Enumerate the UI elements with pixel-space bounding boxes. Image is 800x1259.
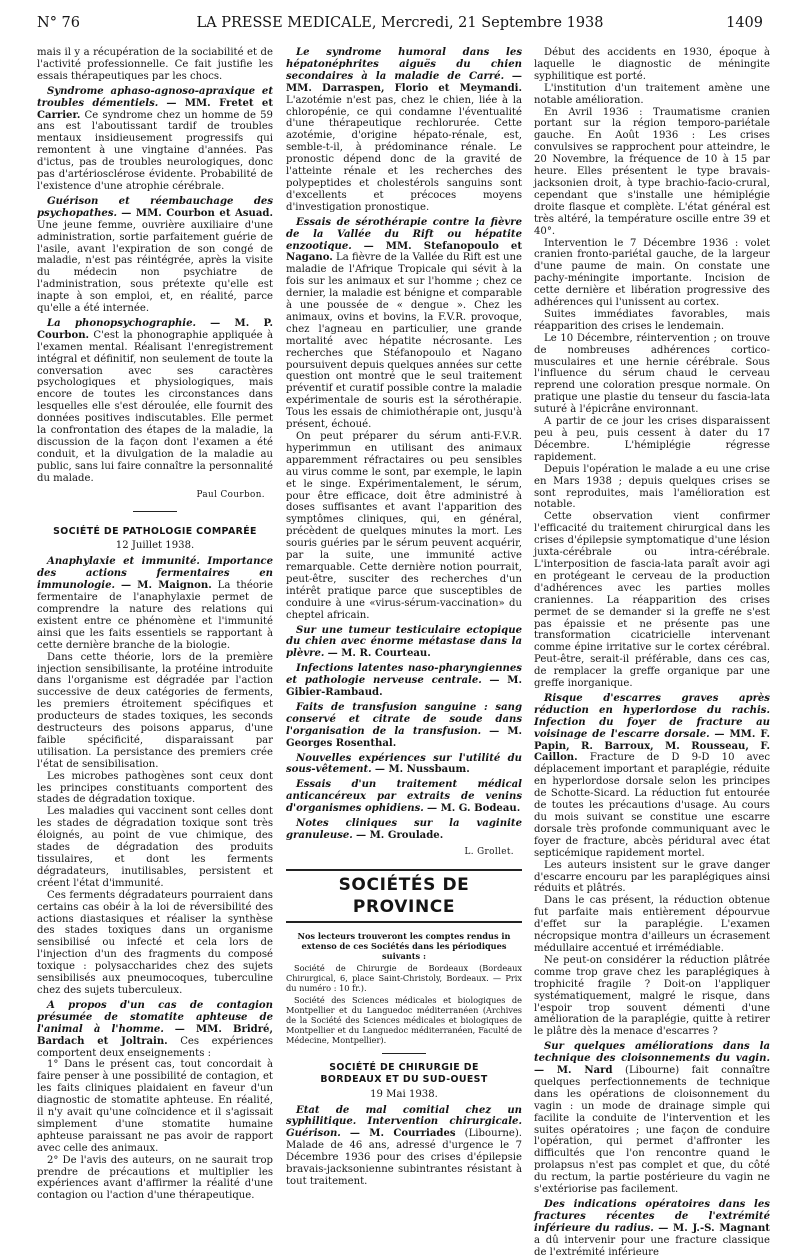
society-heading: SOCIÉTÉ DE PATHOLOGIE COMPARÉE (53, 525, 257, 537)
article-body: Fracture de D 9-D 10 avec déplacement important et paraplégie, réduite en hyperlordose dorsale selon les principes de Schotte-Sicard. La réduction fut entourée de toutes les précautions d'usage. Au cours du mois suivant se constitue une escarre dorsale très profonde communiquant avec le foyer de fracture, abcès péridural avec état septicémique rapidement mortel. (534, 752, 770, 859)
society-heading: SOCIÉTÉ DE CHIRURGIE DE BORDEAUX ET DU SUD-OUEST (320, 1061, 488, 1085)
article-authors: — M. Gibier-Rambaud. (286, 675, 522, 699)
article (37, 318, 273, 485)
article-title: Etat de mal comitial chez un syphilitique. Intervention chirurgicale. Guérison. (286, 1104, 522, 1140)
article (37, 1000, 273, 1060)
article-body: La théorie fermentaire de l'anaphylaxie permet de comprendre la nature des relations qui existent entre ce phénomène et l'immunité ainsi que les faits essentiels se rapportant à cette dernière branche de la biologie. (37, 580, 273, 651)
article (286, 625, 522, 661)
article-authors: — M. J.-S. Magnant (658, 1222, 770, 1234)
article (286, 702, 522, 750)
article-title: Faits de transfusion sanguine : sang conservé et citrate de soude dans l'organisation de la transfusion. (286, 701, 522, 737)
article-title: Essais de sérothérapie contre la fièvre de la Vallée du Rift ou hépatite enzootique. (286, 216, 522, 252)
paragraph: Dans le cas présent, la réduction obtenue fut parfaite mais entièrement dépourvue d'effet sur la paraplégie. L'examen nécropsique montra d'ailleurs un écrasement médullaire accentué et irrémédiable. (534, 895, 770, 954)
signature: Paul Courbon. (196, 489, 265, 500)
article-title: Notes cliniques sur la vaginite granuleuse. (286, 818, 522, 841)
article-body: La fièvre de la Vallée du Rift est une maladie de l'Afrique Tropicale qui sévit à la fois sur les animaux et sur l'homme ; chez ce dernier, la maladie est bénigne et comparable à une poussée de « dengue ». Chez les animaux, ovins et bovins, la F.V.R. provoque, chez l'agneau en particulier, une grande mortalité avec hépatite nécrosante. Les recherches que Stéfanopoulo et Nagano poursuivent depuis quelques années sur cette question ont montré que le seul traitement préventif et curatif possible contre la maladie expérimentale de souris est la sérothérapie. Tous les essais de chimiothérapie ont, jusqu'à présent, échoué. (286, 252, 522, 431)
article (534, 1041, 770, 1196)
paragraph: 1° Dans le présent cas, tout concordait à faire penser à une possibilité de contagion, et les faits cliniques plaidaient en faveur d'un diagnostic de stomatite aphteuse. En réalité, il n'y avait qu'une coïncidence et il s'agissait simplement d'une stomatite humaine aphteuse paraissant ne pas avoir de rapport avec celle des animaux. (37, 1059, 273, 1154)
paragraph: mais il y a récupération de la sociabilité et de l'activité professionnelle. Ce fait justifie les essais thérapeutiques par les chocs. (37, 47, 273, 82)
paragraph: Suites immédiates favorables, mais réapparition des crises le lendemain. (534, 308, 770, 332)
article-body: Ce syndrome chez un homme de 59 ans est l'aboutissant tardif de troubles mentaux insidieusement progressifs qui remontent à une vingtaine d'années. Pas d'ictus, pas de troubles neurologiques, donc pas d'artériosclérose évidente. Probabilité de l'existence d'une atrophie cérébrale. (37, 109, 273, 192)
article-authors: — M. G. Bodeau. (426, 803, 521, 815)
article-body: (Libourne) fait connaître quelques perfectionnements de technique dans les opérations de cloisonnement du vagin : un mode de drainage simple qui facilite la conduite de l'intervention et les suites opératoires ; une façon de conduire l'opération, qui permet d'affronter les difficultés que l'on rencontre quand le prolapsus n'est pas complet et que, du côté du rectum, la partie postérieure du vagin ne s'extériorise pas facilement. (534, 1065, 771, 1196)
section-banner: SOCIÉTÉS DE PROVINCE (286, 869, 522, 923)
article-authors: — MM. Darraspen, Florio et Meymandi. (286, 70, 522, 94)
paragraph: Depuis l'opération le malade a eu une crise en Mars 1938 ; depuis quelques crises se sont reproduites, mais l'amélioration est notable. (534, 463, 770, 511)
signature: L. Grollet. (464, 846, 514, 857)
article-title: Sur une tumeur testiculaire ectopique du chien avec énorme métastase dans la plèvre. (286, 624, 522, 660)
notice-item: Société des Sciences médicales et biologiques de Montpellier et du Languedoc méditerranéen (Archives de la Société des Sciences médicales et biologiques de Montpellier et du Languedoc méditerranéen, Faculté de Médecine, Montpellier). (286, 994, 522, 1045)
article-title: Infections latentes naso-pharyngiennes et pathologie nerveuse centrale. (286, 663, 522, 687)
article-authors: — M. R. Courteau. (327, 648, 431, 660)
paragraph: 2° De l'avis des auteurs, on ne saurait trop prendre de précautions et multiplier les expériences avant d'affirmer la réalité d'une contagion ou l'action d'une thérapeutique. (37, 1154, 273, 1202)
paragraph: Cette observation vient confirmer l'efficacité du traitement chirurgical dans les crises d'épilepsie symptomatique d'une lésion juxta-cérébrale ou intra-cérébrale. L'interposition de fascia-lata paraît avoir agi en protégeant le cerveau de la production d'adhérences avec les parties molles craniennes. La réapparition des crises permet de se demander si la greffe ne s'est pas épaissie et ne présente pas une transformation cicatricielle intervenant comme épine irritative sur le cortex cérébral. Peut-être, serait-il préférable, dans ces cas, de remplacer la greffe organique par une greffe inorganique. (534, 511, 770, 690)
paragraph: Les auteurs insistent sur le grave danger d'escarre encouru par les paraplégiques ainsi réduits et plâtrés. (534, 859, 770, 895)
article-authors: — M. Nard (534, 1065, 613, 1077)
article (286, 663, 522, 699)
article-title: Essais d'un traitement médical anticancéreux par extraits de venins d'organismes ophidiens. (286, 779, 522, 815)
article-authors: — MM. Fretet et Carrier. (37, 97, 273, 121)
article-authors: — M. Groulade. (356, 830, 444, 841)
article-authors: — M. Maignon. (120, 580, 212, 592)
column-middle (286, 47, 523, 1187)
article-body: L'azotémie n'est pas, chez le chien, liée à la chloropénie, ce qui condamne l'éventualité d'une thérapeutique rechlorurée. Cette azotémie, d'origine hépato-rénale, est, semble-t-il, à prédominance rénale. Le pronostic dépend donc de la gravité de l'atteinte rénale et les recherches des polypeptides et cholestérols sanguins sont d'excellents et précoces moyens d'investigation pronostique. (286, 94, 522, 213)
article (286, 1105, 522, 1188)
article (37, 556, 273, 651)
article-title: Sur quelques améliorations dans la technique des cloisonnements du vagin. (534, 1041, 770, 1065)
paragraph: Dans cette théorie, lors de la première injection sensibilisante, la protéine introduite dans l'organisme est dégradée par l'action successive de deux catégories de ferments, les premiers étroitement spécifiques et producteurs de stades toxiques, les seconds destructeurs des poisons apparus, d'une faible spécificité, disparaissant par utilisation. La persistance des premiers crée l'état de sensibilisation. (37, 651, 273, 770)
article (286, 47, 522, 214)
paragraph: Les microbes pathogènes sont ceux dont les principes constituants comportent des stades de dégradation toxique. (37, 770, 273, 806)
article (37, 196, 273, 315)
article-title: Guérison et réembauchage des psychopathes. (37, 195, 273, 219)
article-body: (Libourne). Malade de 46 ans, adressé d'urgence le 7 Décembre 1936 pour des crises d'épilepsie bravais-jacksonienne subintrantes résistant à tout traitement. (286, 1128, 523, 1187)
article-body: a dû intervenir pour une fracture classique de l'extrémité inférieure (534, 1234, 770, 1258)
article (286, 217, 522, 431)
article-authors: — M. Nussbaum. (374, 764, 470, 776)
publication-notice (286, 931, 522, 1045)
column-left (37, 47, 274, 1202)
article-authors: — M. Georges Rosenthal. (286, 725, 523, 749)
article-authors: — M. P. Courbon. (37, 317, 273, 341)
folio-number: 1409 (726, 15, 763, 31)
session-date: 19 Mai 1938. (370, 1088, 438, 1100)
article (534, 1199, 770, 1259)
paragraph: A partir de ce jour les crises disparaissent peu à peu, puis cessent à dater du 17 Décembre. L'hémiplégie régresse rapidement. (534, 416, 770, 463)
article-body: Une jeune femme, ouvrière auxiliaire d'une administration, sortie parfaitement guérie de l'asile, avant l'expiration de son congé de maladie, n'est pas réintégrée, après la visite du médecin non psychiatre de l'administration, sous prétexte qu'elle est inapte à son emploi, et, en réalité, parce qu'elle a été internée. (37, 219, 273, 315)
page-number: N° 76 (37, 15, 80, 31)
article (286, 779, 522, 815)
article-title: Des indications opératoires dans les fractures récentes de l'extrémité inférieure du radius. (534, 1199, 770, 1234)
paragraph: Intervention le 7 Décembre 1936 : volet cranien fronto-pariétal gauche, de la largeur d'une paume de main. On constate une pachy-méningite importante. Incision de cette dernière et libération progressive des adhérences qui l'unissent au cortex. (534, 237, 770, 309)
paragraph: Les maladies qui vaccinent sont celles dont les stades de dégradation toxique sont très éloignés, au point de vue chimique, des stades de dégradation des produits tissulaires, et dont les ferments dégradateurs, inutilisables, persistent et créent l'état d'immunité. (37, 806, 273, 889)
column-right (534, 47, 771, 1258)
page-header (37, 15, 763, 37)
paragraph: Le 10 Décembre, réintervention ; on trouve de nombreuses adhérences cortico-musculaires et une hernie cérébrale. Sous l'influence du sérum chaud le cerveau reprend une coloration presque normale. On pratique une plastie du tenseur du fascia-lata suturé à l'épicrâne environnant. (534, 332, 770, 416)
article-body: Ces expériences comportent deux enseignements : (37, 1035, 274, 1059)
article-title: Le syndrome humoral dans les hépatonéphrites aiguës du chien secondaires à la maladie de Carré. (286, 47, 522, 82)
paragraph: L'institution d'un traitement amène une notable amélioration. (534, 82, 770, 106)
notice-item: Société de Chirurgie de Bordeaux (Bordeaux Chirurgical, 6, place Saint-Christoly, Bordeaux. — Prix du numéro : 10 fr.). (286, 962, 522, 993)
article-authors: — MM. Courbon et Asuad. (121, 207, 273, 219)
article-title: Risque d'escarres graves après réduction en hyperlordose du rachis. Infection du foyer de fracture au voisinage de l'escarre dorsale. (534, 692, 770, 740)
article (534, 693, 770, 860)
article (37, 86, 273, 193)
article (286, 818, 522, 842)
session-date: 12 Juillet 1938. (115, 540, 195, 552)
article-title: La phonopsychographie. (47, 317, 197, 329)
article-authors: — MM. Stefanopoulo et Nagano. (286, 240, 522, 264)
article-authors: — MM. F. Papin, R. Barroux, M. Rousseau, F. Caillon. (534, 728, 770, 764)
article-title: Anaphylaxie et immunité. Importance des actions fermentaires en immunologie. (37, 556, 273, 592)
article-authors: — M. Courriades (349, 1128, 456, 1140)
paragraph: Ces ferments dégradateurs pourraient dans certains cas obéir à la loi de réversibilité des actions diastasiques et réaliser la synthèse des stades toxiques dans un organisme sensibilisé ou infecté et cela lors de l'injection d'un des fragments du composé toxique : polysaccharides chez des sujets sensibilisés aux pneumocoques, tuberculine chez des sujets tuberculeux. (37, 889, 273, 996)
paragraph: Ne peut-on considérer la réduction plâtrée comme trop grave chez les paraplégiques à trophicité fragile ? Doit-on l'appliquer systématiquement, malgré le risque, dans l'espoir trop souvent démenti d'une amélioration de la paraplégie, quitte à retirer le plâtre dès la menace d'escarres ? (534, 954, 770, 1038)
paragraph: Début des accidents en 1930, époque à laquelle le diagnostic de méningite syphilitique est porté. (534, 47, 770, 82)
article-title: A propos d'un cas de contagion présumée de stomatite aphteuse de l'animal à l'homme. (37, 999, 273, 1035)
paragraph: On peut préparer du sérum anti-F.V.R. hyperimmun en utilisant des animaux apparemment réfractaires ou peu sensibles au virus comme le sont, par exemple, le lapin et le singe. Expérimentalement, le sérum, pour être efficace, doit être administré à doses suffisantes et avant l'apparition des symptômes cliniques, qui, en général, précèdent de quelques minutes la mort. Les souris guéries par le sérum peuvent acquérir, par la suite, une immunité active remarquable. Cette dernière notion pourrait, peut-être, susciter des recherches d'un intérêt pratique parce que susceptibles de conduire à une «virus-sérum-vaccination» du cheptel africain. (286, 431, 522, 621)
article-title: Nouvelles expériences sur l'utilité du sous-vêtement. (286, 752, 522, 776)
article-title: Syndrome aphaso-agnoso-apraxique et troubles démentiels. (37, 85, 273, 109)
separator-rule (133, 511, 177, 512)
article-body: C'est la phonographie appliquée à l'examen mental. Réalisant l'enregistrement intégral et définitif, non seulement de toute la conversation avec ses caractères psychologiques et physiologiques, mais encore de toutes les circonstances dans lesquelles elle s'est déroulée, elle fournit des données positives indiscutables. Elle permet la confrontation des étapes de la maladie, la discussion de la façon dont l'examen a été conduit, et la divulgation de la maladie au public, sans lui faire connaître la personnalité du malade. (37, 329, 273, 484)
article-authors: — MM. Bridré, Bardach et Joltrain. (37, 1023, 273, 1047)
notice-intro: Nos lecteurs trouveront les comptes rendus in extenso de ces Sociétés dans les périodiques suivants : (297, 930, 511, 961)
paragraph: En Avril 1936 : Traumatisme cranien portant sur la région temporo-pariétale gauche. En Août 1936 : Les crises convulsives se rapprochent pour atteindre, le 20 Novembre, la fréquence de 10 à 15 par heure. Elles présentent le type bravais-jacksonien droit, à type brachio-facio-crural, cependant que s'installe une hémiplégie droite flasque et complète. L'état général est très altéré, la température oscille entre 39 et 40°. (534, 106, 770, 237)
separator-rule (382, 1053, 426, 1054)
journal-title: LA PRESSE MEDICALE, Mercredi, 21 Septembre 1938 (196, 15, 604, 31)
article (286, 753, 522, 777)
